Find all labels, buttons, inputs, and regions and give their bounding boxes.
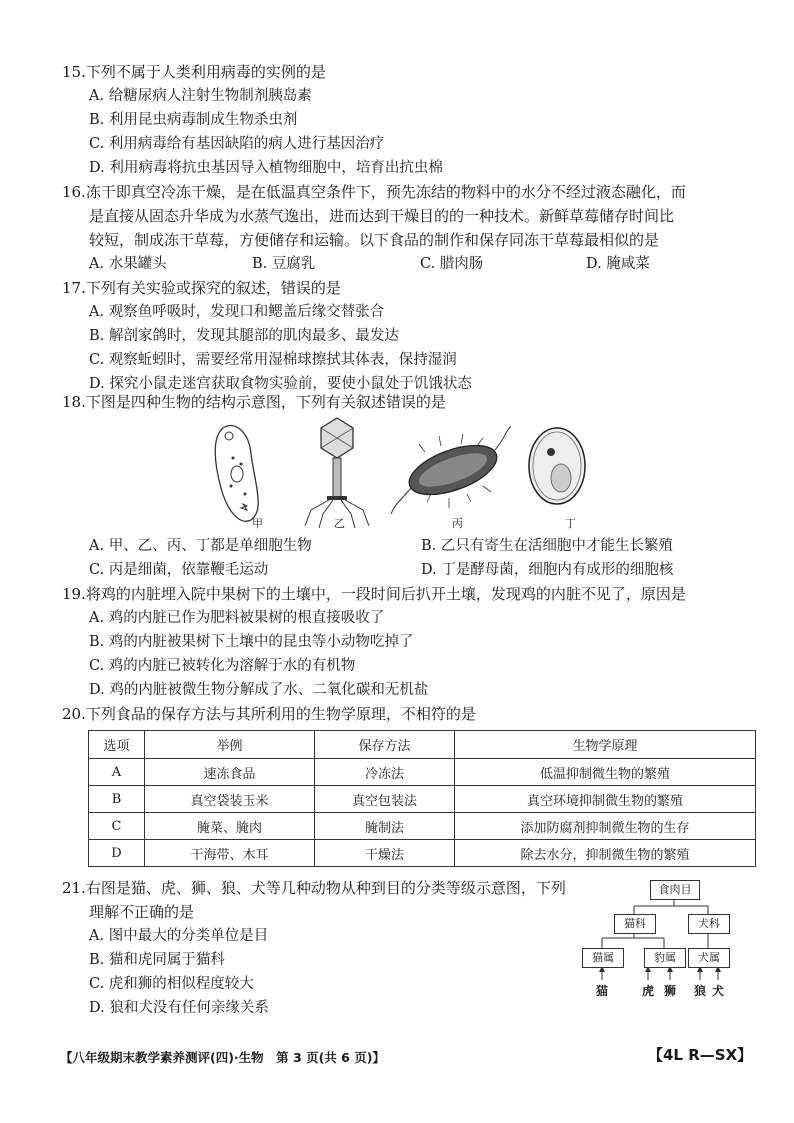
table-cell: 添加防腐剂抑制微生物的生存 xyxy=(455,813,756,840)
q15-stem: 15.下列不属于人类利用病毒的实例的是 xyxy=(62,63,326,81)
q18-label-bing: 丙 xyxy=(452,517,463,530)
footer-code: 【4L R—SX】 xyxy=(648,1046,753,1064)
q16-option-d: D. 腌咸菜 xyxy=(586,256,650,272)
family-box-cat: 猫科 xyxy=(614,914,656,934)
q16-option-a: A. 水果罐头 xyxy=(89,256,167,272)
table-row xyxy=(89,786,756,813)
q21-option-c: C. 虎和狮的相似程度较大 xyxy=(89,976,254,992)
q19-stem: 19.将鸡的内脏埋入院中果树下的土壤中，一段时间后扒开土壤，发现鸡的内脏不见了，原因是 xyxy=(62,585,686,603)
q18-option-b: B. 乙只有寄生在活细胞中才能生长繁殖 xyxy=(421,538,673,554)
table-cell: D xyxy=(89,840,145,867)
genus-box-felis: 猫属 xyxy=(582,948,624,968)
paramecium-illustration xyxy=(215,426,258,522)
table-header-cell: 选项 xyxy=(89,731,145,759)
table-cell: C xyxy=(89,813,145,840)
q19-option-b: B. 鸡的内脏被果树下土壤中的昆虫等小动物吃掉了 xyxy=(89,634,414,650)
q21-classification-diagram xyxy=(578,876,748,1006)
q19-option-a: A. 鸡的内脏已作为肥料被果树的根直接吸收了 xyxy=(89,610,385,626)
q20-table xyxy=(88,730,756,867)
q18-label-ding: 丁 xyxy=(565,517,576,530)
table-header-cell: 生物学原理 xyxy=(455,731,756,759)
table-cell: 真空环境抑制微生物的繁殖 xyxy=(455,786,756,813)
q18-stem: 18.下图是四种生物的结构示意图，下列有关叙述错误的是 xyxy=(62,393,446,411)
table-header-row xyxy=(89,731,756,759)
q16-stem-line-3: 较短，制成冻干草莓，方便储存和运输。以下食品的制作和保存同冻干草莓最相似的是 xyxy=(89,231,660,249)
q17-stem: 17.下列有关实验或探究的叙述，错误的是 xyxy=(62,279,341,297)
table-cell: 真空袋装玉米 xyxy=(145,786,315,813)
q21-option-a: A. 图中最大的分类单位是目 xyxy=(89,928,269,944)
table-cell: 真空包装法 xyxy=(315,786,455,813)
q16-option-b: B. 豆腐乳 xyxy=(252,256,316,272)
table-cell: 腌菜、腌肉 xyxy=(145,813,315,840)
table-cell: 干燥法 xyxy=(315,840,455,867)
q16-stem-line-1: 16.冻干即真空冷冻干燥，是在低温真空条件下，预先冻结的物料中的水分不经过液态融化，而 xyxy=(62,183,686,201)
q21-stem-line-1: 21.右图是猫、虎、狮、狼、犬等几种动物从种到目的分类等级示意图，下列 xyxy=(62,879,566,897)
q21-option-b: B. 猫和虎同属于猫科 xyxy=(89,952,225,968)
q18-label-yi: 乙 xyxy=(334,517,345,530)
q15-option-a: A. 给糖尿病人注射生物制剂胰岛素 xyxy=(89,88,312,104)
table-cell: 速冻食品 xyxy=(145,759,315,786)
order-box: 食肉目 xyxy=(650,880,700,900)
q16-stem-line-2: 是直接从固态升华成为水蒸气逸出，进而达到干燥目的的一种技术。新鲜草莓储存时间比 xyxy=(89,207,675,225)
table-cell: 冷冻法 xyxy=(315,759,455,786)
q16-option-c: C. 腊肉肠 xyxy=(420,256,484,272)
q18-organism-figure xyxy=(205,414,625,534)
animal-label: 虎 xyxy=(642,984,655,998)
yeast-illustration xyxy=(529,428,585,504)
q19-option-c: C. 鸡的内脏已被转化为溶解于水的有机物 xyxy=(89,658,356,674)
genus-box-canis: 犬属 xyxy=(688,948,730,968)
q15-option-d: D. 利用病毒将抗虫基因导入植物细胞中，培育出抗虫棉 xyxy=(89,160,443,176)
q18-label-jia: 甲 xyxy=(252,517,263,530)
genus-box-panthera: 豹属 xyxy=(644,948,686,968)
q21-option-d: D. 狼和犬没有任何亲缘关系 xyxy=(89,1000,269,1016)
table-cell: 低温抑制微生物的繁殖 xyxy=(455,759,756,786)
q19-option-d: D. 鸡的内脏被微生物分解成了水、二氧化碳和无机盐 xyxy=(89,682,429,698)
q18-option-a: A. 甲、乙、丙、丁都是单细胞生物 xyxy=(89,538,312,554)
table-cell: 除去水分，抑制微生物的繁殖 xyxy=(455,840,756,867)
animal-label: 狼 xyxy=(694,984,707,998)
table-row xyxy=(89,759,756,786)
q18-option-c: C. 丙是细菌，依靠鞭毛运动 xyxy=(89,562,269,578)
footer-page-info: 【八年级期末教学素养测评(四)·生物 第 3 页(共 6 页)】 xyxy=(60,1050,385,1065)
q17-option-c: C. 观察蚯蚓时，需要经常用湿棉球擦拭其体表，保持湿润 xyxy=(89,352,457,368)
q17-option-d: D. 探究小鼠走迷宫获取食物实验前，要使小鼠处于饥饿状态 xyxy=(89,376,472,392)
q18-option-d: D. 丁是酵母菌，细胞内有成形的细胞核 xyxy=(421,562,674,578)
q15-option-c: C. 利用病毒给有基因缺陷的病人进行基因治疗 xyxy=(89,136,385,152)
table-cell: B xyxy=(89,786,145,813)
bacteriophage-illustration xyxy=(305,418,369,528)
q15-option-b: B. 利用昆虫病毒制成生物杀虫剂 xyxy=(89,112,298,128)
table-header-cell: 举例 xyxy=(145,731,315,759)
animal-label: 犬 xyxy=(712,984,725,998)
q17-option-b: B. 解剖家鸽时，发现其腿部的肌肉最多、最发达 xyxy=(89,328,399,344)
animal-label: 猫 xyxy=(596,984,609,998)
q21-stem-line-2: 理解不正确的是 xyxy=(89,903,195,921)
q20-stem: 20.下列食品的保存方法与其所利用的生物学原理，不相符的是 xyxy=(62,705,476,723)
bacterium-illustration xyxy=(391,426,511,514)
family-box-dog: 犬科 xyxy=(688,914,730,934)
table-cell: A xyxy=(89,759,145,786)
table-row xyxy=(89,813,756,840)
table-cell: 腌制法 xyxy=(315,813,455,840)
table-row xyxy=(89,840,756,867)
animal-label: 狮 xyxy=(664,984,677,998)
table-cell: 干海带、木耳 xyxy=(145,840,315,867)
q17-option-a: A. 观察鱼呼吸时，发现口和鳃盖后缘交替张合 xyxy=(89,304,385,320)
table-header-cell: 保存方法 xyxy=(315,731,455,759)
